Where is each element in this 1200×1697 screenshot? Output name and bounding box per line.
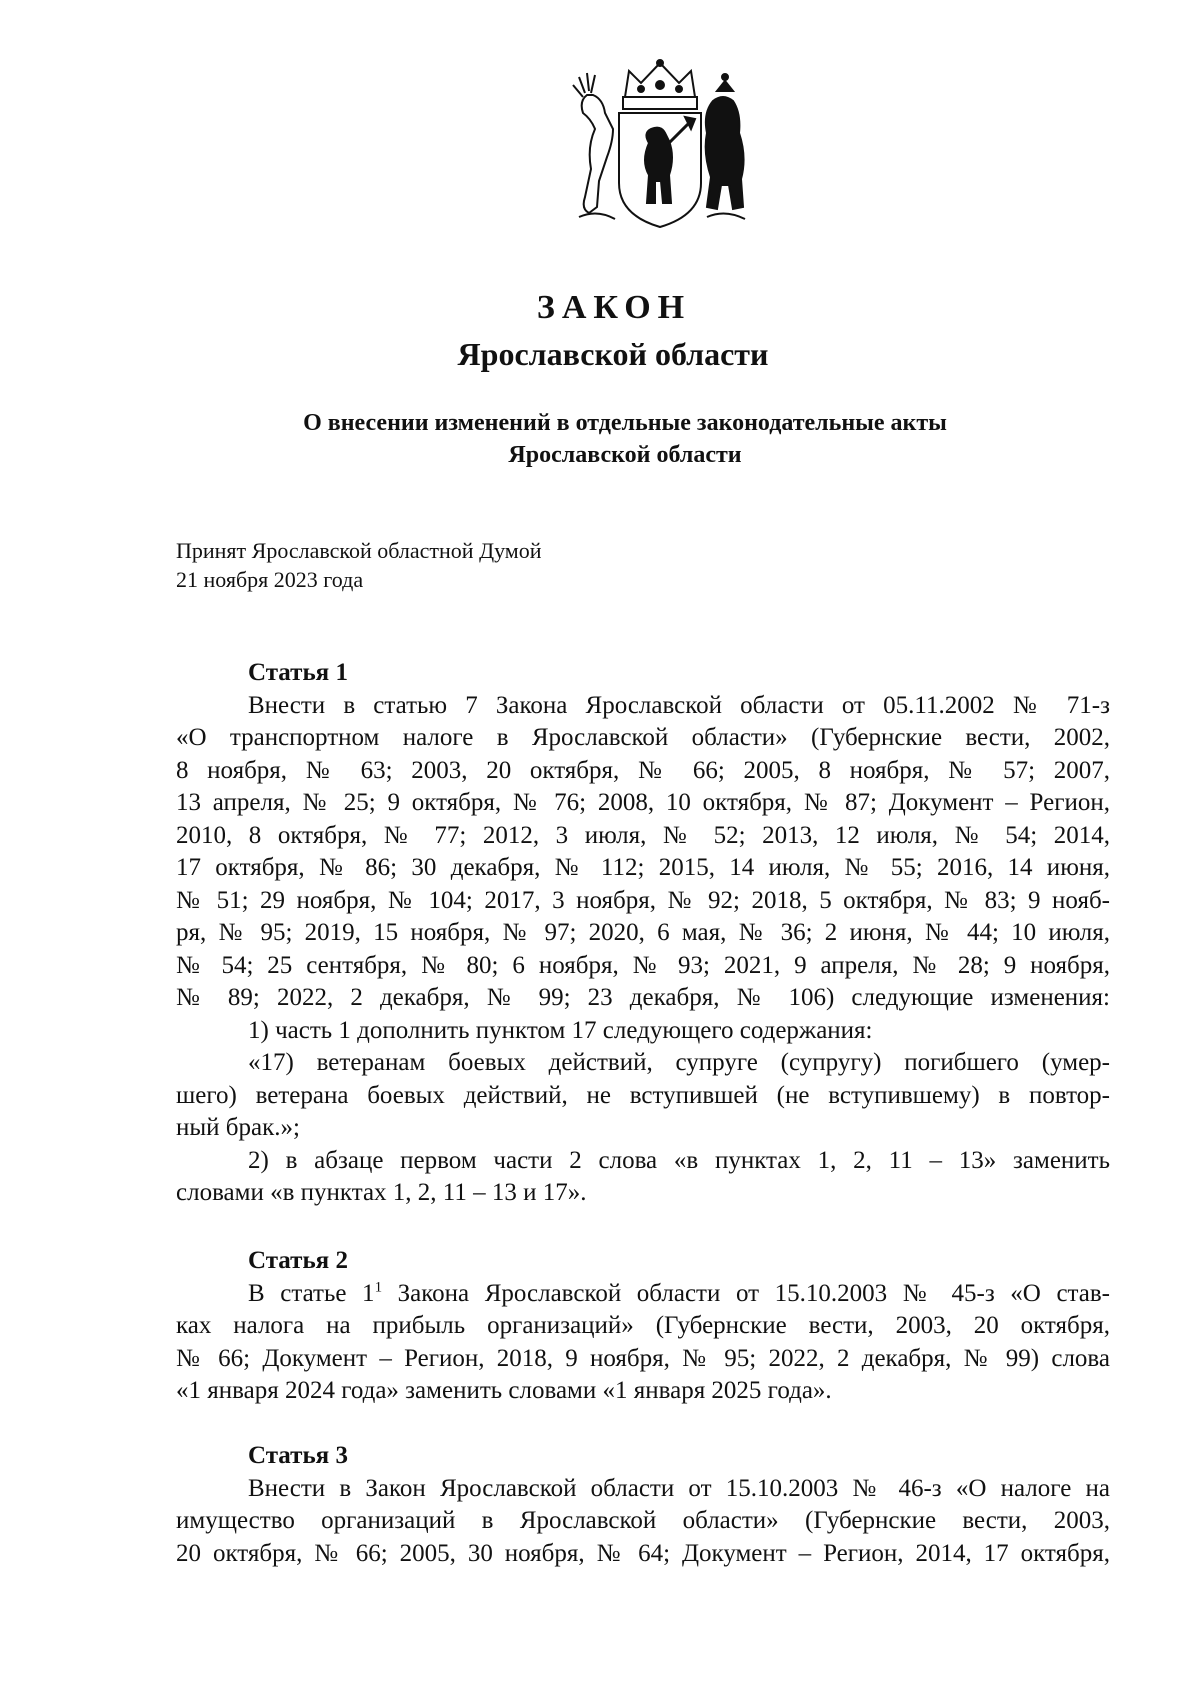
text-line: «1 января 2024 года» заменить словами «1 января 2025 года». — [176, 1377, 832, 1404]
article-heading: Статья 3 — [248, 1442, 348, 1469]
text-line: ный брак.»; — [176, 1114, 300, 1141]
text-line: Внести в Закон Ярославской области от 15.10.2003 № 46-з «О налоге на — [248, 1474, 1110, 1502]
text-line: 20 октября, № 66; 2005, 30 ноября, № 64; Документ – Регион, 2014, 17 октября, — [176, 1539, 1110, 1567]
text-line: «17) ветеранам боевых действий, супруге (супругу) погибшего (умер- — [248, 1049, 1110, 1076]
article-2 — [176, 1245, 1110, 1408]
law-title: ЗАКОН — [536, 289, 692, 326]
adoption-note — [176, 536, 542, 594]
text-line: 2010, 8 октября, № 77; 2012, 3 июля, № 52; 2013, 12 июля, № 54; 2014, — [176, 821, 1110, 849]
law-region: Ярославской области — [457, 336, 769, 372]
text-line: «О транспортном налоге в Ярославской области» (Губернские вести, 2002, — [176, 724, 1110, 751]
text-line: шего) ветерана боевых действий, не вступившей (не вступившему) в повтор- — [176, 1081, 1110, 1109]
text-line: 2) в абзаце первом части 2 слова «в пунктах 1, 2, 11 – 13» заменить — [248, 1146, 1110, 1174]
text-line: № 89; 2022, 2 декабря, № 99; 23 декабря, № 106) следующие изменения: — [176, 984, 1110, 1011]
text-line: № 51; 29 ноября, № 104; 2017, 3 ноября, № 92; 2018, 5 октября, № 83; 9 нояб- — [176, 886, 1110, 914]
text-line: 1) часть 1 дополнить пунктом 17 следующего содержания: — [248, 1016, 873, 1044]
text-line: имущество организаций в Ярославской области» (Губернские вести, 2003, — [176, 1507, 1110, 1534]
law-subject — [0, 407, 1200, 471]
text-line — [176, 1278, 1110, 1311]
text-line: 8 ноября, № 63; 2003, 20 октября, № 66; 2005, 8 ноября, № 57; 2007, — [176, 756, 1110, 784]
text-line: словами «в пунктах 1, 2, 11 – 13 и 17». — [176, 1179, 587, 1206]
article-heading: Статья 2 — [248, 1247, 348, 1274]
article-3 — [176, 1440, 1110, 1570]
text-line: 17 октября, № 86; 30 декабря, № 112; 2015, 14 июля, № 55; 2016, 14 июня, — [176, 854, 1110, 881]
superscript: 1 — [374, 1279, 383, 1296]
text-line: 13 апреля, № 25; 9 октября, № 76; 2008, 10 октября, № 87; Документ – Регион, — [176, 789, 1110, 816]
coat-of-arms-emblem — [557, 57, 763, 243]
subject-line: Ярославской области — [508, 442, 742, 468]
adoption-date: 21 ноября 2023 года — [176, 567, 364, 592]
text-line: Внести в статью 7 Закона Ярославской области от 05.11.2002 № 71-з — [248, 691, 1110, 719]
law-title-block — [0, 288, 1200, 374]
text-line: № 54; 25 сентября, № 80; 6 ноября, № 93; 2021, 9 апреля, № 28; 9 ноября, — [176, 951, 1110, 979]
text-fragment: Закона Ярославской области от 15.10.2003 № 45-з «О став- — [382, 1279, 1110, 1307]
text-fragment: В статье 1 — [248, 1279, 375, 1307]
subject-line: О внесении изменений в отдельные законодательные акты — [303, 410, 947, 436]
text-line: ках налога на прибыль организаций» (Губернские вести, 2003, 20 октября, — [176, 1312, 1110, 1339]
text-line: ря, № 95; 2019, 15 ноября, № 97; 2020, 6 мая, № 36; 2 июня, № 44; 10 июля, — [176, 919, 1110, 946]
article-heading: Статья 1 — [248, 659, 348, 686]
adoption-body: Принят Ярославской областной Думой — [176, 538, 542, 563]
text-line: № 66; Документ – Регион, 2018, 9 ноября, № 95; 2022, 2 декабря, № 99) слова — [176, 1344, 1110, 1372]
article-1 — [176, 657, 1110, 1210]
